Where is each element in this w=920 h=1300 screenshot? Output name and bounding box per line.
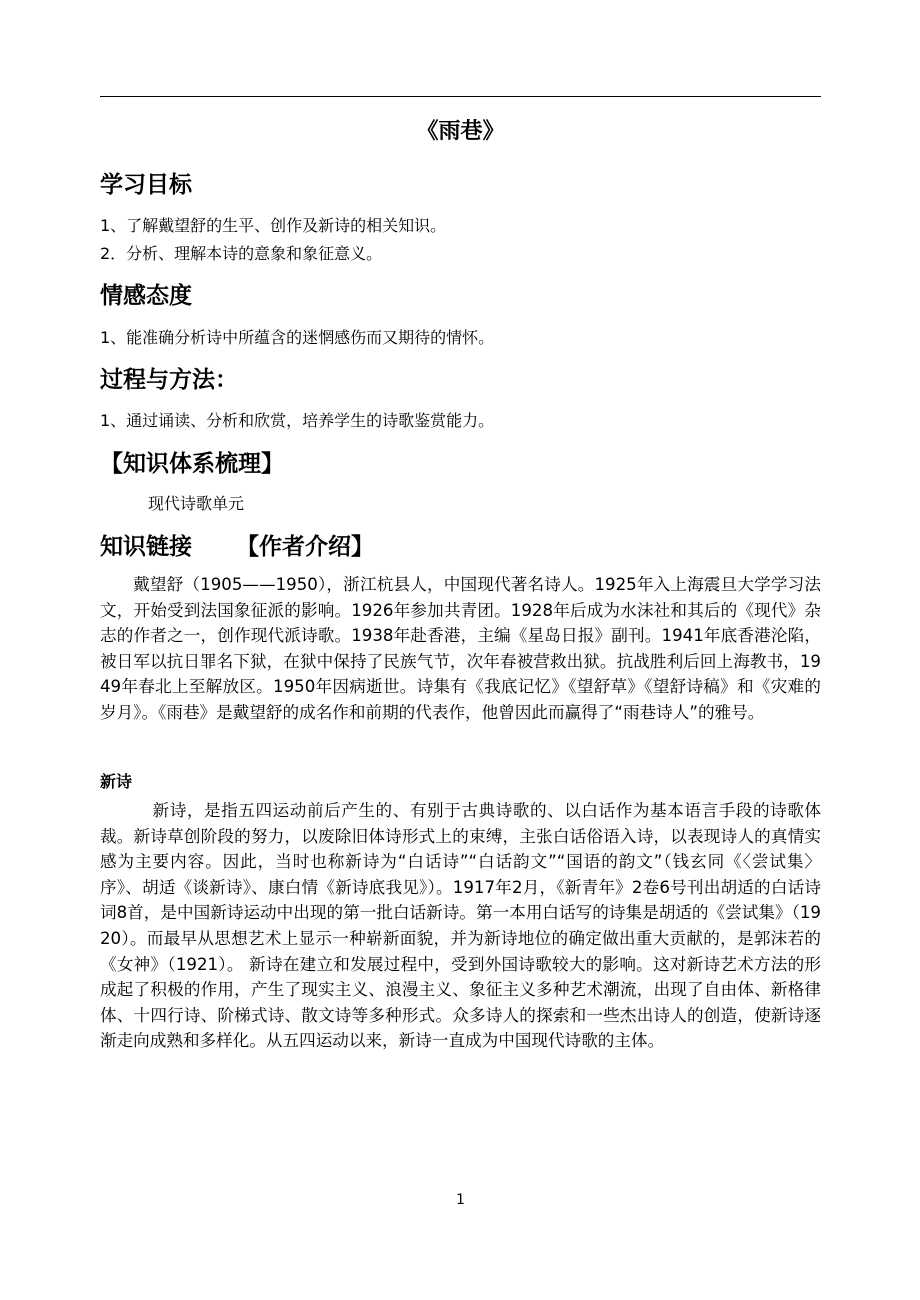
heading-emotion-attitude: 情感态度 <box>100 283 192 309</box>
heading-knowledge-system: 【知识体系梳理】 <box>100 451 284 477</box>
heading-knowledge-link <box>100 532 374 562</box>
author-intro-label: 【作者介绍】 <box>236 534 374 560</box>
heading-process-method: 过程与方法： <box>100 367 238 393</box>
new-poem-text: 新诗，是指五四运动前后产生的、有别于古典诗歌的、以白话作为基本语言手段的诗歌体裁。新诗草创阶段的努力，以废除旧体诗形式上的束缚，主张白话俗语入诗，以表现诗人的真情实感为主要内容。因此，当时也称新诗为“白话诗”“白话韵文”“国语的韵文”（钱玄同《〈尝试集〉序》、胡适《谈新诗》、康白情《新诗底我见》）。1917年2月，《新青年》2卷6号刊出胡适的白话诗词8首，是中国新诗运动中出现的第一批白话新诗。第一本用白话写的诗集是胡适的《尝试集》（1920）。而最早从思想艺术上显示一种崭新面貌，并为新诗地位的确定做出重大贡献的，是郭沫若的《女神》（1921）。 新诗在建立和发展过程中，受到外国诗歌较大的影响。这对新诗艺术方法的形成起了积极的作用，产生了现实主义、浪漫主义、象征主义多种艺术潮流，出现了自由体、新格律体、十四行诗、阶梯式诗、散文诗等多种形式。众多诗人的探索和一些杰出诗人的创造，使新诗逐渐走向成熟和多样化。从五四运动以来，新诗一直成为中国现代诗歌的主体。 <box>100 801 821 1051</box>
page-number: 1 <box>456 1192 465 1208</box>
document-title: 《雨巷》 <box>416 119 505 144</box>
new-poem-heading: 新诗 <box>100 772 133 791</box>
goal-item-1: 1、了解戴望舒的生平、创作及新诗的相关知识。 <box>100 216 447 235</box>
new-poem-paragraph <box>100 798 821 1054</box>
author-intro-text: 戴望舒（1905——1950），浙江杭县人，中国现代著名诗人。1925年入上海震旦大学学习法文，开始受到法国象征派的影响。1926年参加共青团。1928年后成为水沫社和其后的《现代》杂志的作者之一，创作现代派诗歌。1938年赴香港，主编《星岛日报》副刊。1941年底香港沦陷，被日军以抗日罪名下狱，在狱中保持了民族气节，次年春被营救出狱。抗战胜利后回上海教书，1949年春北上至解放区。1950年因病逝世。诗集有《我底记忆》《望舒草》《望舒诗稿》和《灾难的岁月》。《雨巷》是戴望舒的成名作和前期的代表作，他曾因此而赢得了“雨巷诗人”的雅号。 <box>100 575 821 722</box>
knowledge-link-label: 知识链接 <box>100 534 192 560</box>
header-rule <box>100 96 821 97</box>
heading-learning-goals: 学习目标 <box>100 172 192 198</box>
emotion-item-1: 1、能准确分析诗中所蕴含的迷惘感伤而又期待的情怀。 <box>100 328 495 347</box>
goal-item-2: 2．分析、理解本诗的意象和象征意义。 <box>100 244 383 263</box>
process-item-1: 1、通过诵读、分析和欣赏，培养学生的诗歌鉴赏能力。 <box>100 411 495 430</box>
author-intro-paragraph <box>100 572 821 726</box>
knowledge-system-text: 现代诗歌单元 <box>148 494 245 513</box>
